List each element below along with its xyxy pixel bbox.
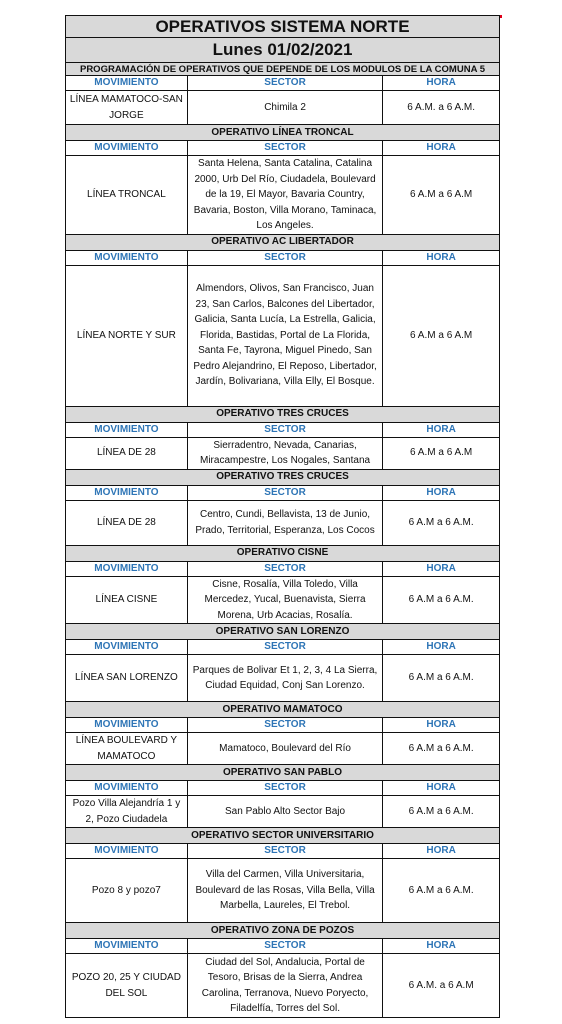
cell-movimiento: LÍNEA DE 28	[66, 437, 188, 469]
header-sector: SECTOR	[187, 781, 383, 796]
header-sector: SECTOR	[187, 844, 383, 859]
cell-movimiento: LÍNEA MAMATOCO-SAN JORGE	[66, 91, 188, 125]
column-header-row	[66, 718, 500, 733]
cell-movimiento: LÍNEA TRONCAL	[66, 156, 188, 235]
table-row	[66, 733, 500, 765]
column-header-row	[66, 422, 500, 437]
header-sector: SECTOR	[187, 640, 383, 655]
table-row	[66, 655, 500, 702]
cell-hora: 6 A.M a 6 A.M	[383, 265, 500, 406]
cell-hora: 6 A.M a 6 A.M.	[383, 576, 500, 624]
header-hora: HORA	[383, 561, 500, 576]
cell-sector: Almendors, Olivos, San Francisco, Juan 23, San Carlos, Balcones del Libertador, Galicia, Santa Lucía, La Estrella, Galicia, Florida, Bastidas, Portal de La Florida, Santa Fe, Tayrona, Miguel Pinedo, San Pedro Alejandrino, El Reposo, Libertador, Jardín, Bolivariana, Villa Elly, El Bosque.	[187, 265, 383, 406]
section-title: OPERATIVO TRES CRUCES	[66, 406, 500, 422]
cell-hora: 6 A.M. a 6 A.M	[383, 954, 500, 1018]
column-header-row	[66, 76, 500, 91]
cell-hora: 6 A.M a 6 A.M.	[383, 655, 500, 702]
header-hora: HORA	[383, 422, 500, 437]
header-sector: SECTOR	[187, 561, 383, 576]
table-row	[66, 796, 500, 828]
cell-movimiento: LÍNEA DE 28	[66, 500, 188, 545]
cell-sector: Sierradentro, Nevada, Canarias, Miracampestre, Los Nogales, Santana	[187, 437, 383, 469]
sheet-title: OPERATIVOS SISTEMA NORTE	[66, 16, 500, 38]
cell-movimiento: Pozo 8 y pozo7	[66, 859, 188, 923]
section-title: OPERATIVO MAMATOCO	[66, 702, 500, 718]
cell-sector: Santa Helena, Santa Catalina, Catalina 2000, Urb Del Río, Ciudadela, Boulevard de la 19, El Mayor, Bavaria Country, Bavaria, Boston, Villa Morano, Taminaca, Los Angeles.	[187, 156, 383, 235]
cell-hora: 6 A.M a 6 A.M.	[383, 859, 500, 923]
header-sector: SECTOR	[187, 76, 383, 91]
section-title: OPERATIVO ZONA DE POZOS	[66, 923, 500, 939]
cell-movimiento: LÍNEA SAN LORENZO	[66, 655, 188, 702]
cell-sector: Chimila 2	[187, 91, 383, 125]
cell-hora: 6 A.M a 6 A.M.	[383, 796, 500, 828]
header-movimiento: MOVIMIENTO	[66, 640, 188, 655]
header-hora: HORA	[383, 844, 500, 859]
header-movimiento: MOVIMIENTO	[66, 250, 188, 265]
section-row	[66, 624, 500, 640]
header-hora: HORA	[383, 76, 500, 91]
table-row	[66, 265, 500, 406]
cell-hora: 6 A.M. a 6 A.M.	[383, 91, 500, 125]
header-movimiento: MOVIMIENTO	[66, 141, 188, 156]
section-title: OPERATIVO SAN PABLO	[66, 765, 500, 781]
column-header-row	[66, 939, 500, 954]
column-header-row	[66, 485, 500, 500]
column-header-row	[66, 781, 500, 796]
table-row	[66, 500, 500, 545]
section-row	[66, 234, 500, 250]
cell-movimiento: POZO 20, 25 Y CIUDAD DEL SOL	[66, 954, 188, 1018]
column-header-row	[66, 141, 500, 156]
header-sector: SECTOR	[187, 422, 383, 437]
cell-movimiento: LÍNEA NORTE Y SUR	[66, 265, 188, 406]
section-title: OPERATIVO CISNE	[66, 545, 500, 561]
header-sector: SECTOR	[187, 485, 383, 500]
header-hora: HORA	[383, 718, 500, 733]
column-header-row	[66, 561, 500, 576]
section-row	[66, 469, 500, 485]
column-header-row	[66, 640, 500, 655]
cell-movimiento: Pozo Villa Alejandría 1 y 2, Pozo Ciudadela	[66, 796, 188, 828]
table-row	[66, 437, 500, 469]
cell-sector: Villa del Carmen, Villa Universitaria, Boulevard de las Rosas, Villa Bella, Villa Marbella, Laureles, El Trebol.	[187, 859, 383, 923]
section-title: OPERATIVO TRES CRUCES	[66, 469, 500, 485]
table-row	[66, 156, 500, 235]
cell-sector: Cisne, Rosalía, Villa Toledo, Villa Mercedez, Yucal, Buenavista, Sierra Morena, Urb Acacias, Rosalía.	[187, 576, 383, 624]
header-movimiento: MOVIMIENTO	[66, 718, 188, 733]
section-title: OPERATIVO AC LIBERTADOR	[66, 234, 500, 250]
schedule-table	[65, 15, 500, 1018]
table-row	[66, 576, 500, 624]
section-title: OPERATIVO SAN LORENZO	[66, 624, 500, 640]
cell-hora: 6 A.M a 6 A.M.	[383, 733, 500, 765]
cell-sector: Centro, Cundi, Bellavista, 13 de Junio, Prado, Territorial, Esperanza, Los Cocos	[187, 500, 383, 545]
section-row	[66, 125, 500, 141]
section-row	[66, 765, 500, 781]
cell-movimiento: LÍNEA BOULEVARD Y MAMATOCO	[66, 733, 188, 765]
header-movimiento: MOVIMIENTO	[66, 422, 188, 437]
cell-hora: 6 A.M a 6 A.M	[383, 156, 500, 235]
header-movimiento: MOVIMIENTO	[66, 781, 188, 796]
header-hora: HORA	[383, 250, 500, 265]
header-movimiento: MOVIMIENTO	[66, 939, 188, 954]
header-sector: SECTOR	[187, 250, 383, 265]
header-hora: HORA	[383, 781, 500, 796]
column-header-row	[66, 250, 500, 265]
cell-sector: Ciudad del Sol, Andalucia, Portal de Tesoro, Brisas de la Sierra, Andrea Carolina, Terranova, Nuevo Poryecto, Filadelfía, Torres del Sol.	[187, 954, 383, 1018]
section-row	[66, 923, 500, 939]
header-hora: HORA	[383, 485, 500, 500]
header-movimiento: MOVIMIENTO	[66, 561, 188, 576]
header-movimiento: MOVIMIENTO	[66, 844, 188, 859]
section-row	[66, 406, 500, 422]
sheet-date: Lunes 01/02/2021	[66, 38, 500, 63]
header-hora: HORA	[383, 939, 500, 954]
table-row	[66, 954, 500, 1018]
cell-sector: San Pablo Alto Sector Bajo	[187, 796, 383, 828]
sheet-subtitle: PROGRAMACIÓN DE OPERATIVOS QUE DEPENDE DE LOS MODULOS DE LA COMUNA 5	[66, 63, 500, 76]
column-header-row	[66, 844, 500, 859]
header-movimiento: MOVIMIENTO	[66, 76, 188, 91]
header-sector: SECTOR	[187, 141, 383, 156]
section-row	[66, 702, 500, 718]
cell-sector: Parques de Bolivar Et 1, 2, 3, 4 La Sierra, Ciudad Equidad, Conj San Lorenzo.	[187, 655, 383, 702]
cell-sector: Mamatoco, Boulevard del Río	[187, 733, 383, 765]
header-sector: SECTOR	[187, 939, 383, 954]
section-title: OPERATIVO LÍNEA TRONCAL	[66, 125, 500, 141]
section-row	[66, 545, 500, 561]
cell-hora: 6 A.M a 6 A.M	[383, 437, 500, 469]
cell-movimiento: LÍNEA CISNE	[66, 576, 188, 624]
header-hora: HORA	[383, 640, 500, 655]
table-row	[66, 859, 500, 923]
header-hora: HORA	[383, 141, 500, 156]
section-row	[66, 828, 500, 844]
cell-hora: 6 A.M a 6 A.M.	[383, 500, 500, 545]
section-title: OPERATIVO SECTOR UNIVERSITARIO	[66, 828, 500, 844]
header-sector: SECTOR	[187, 718, 383, 733]
header-movimiento: MOVIMIENTO	[66, 485, 188, 500]
table-row	[66, 91, 500, 125]
